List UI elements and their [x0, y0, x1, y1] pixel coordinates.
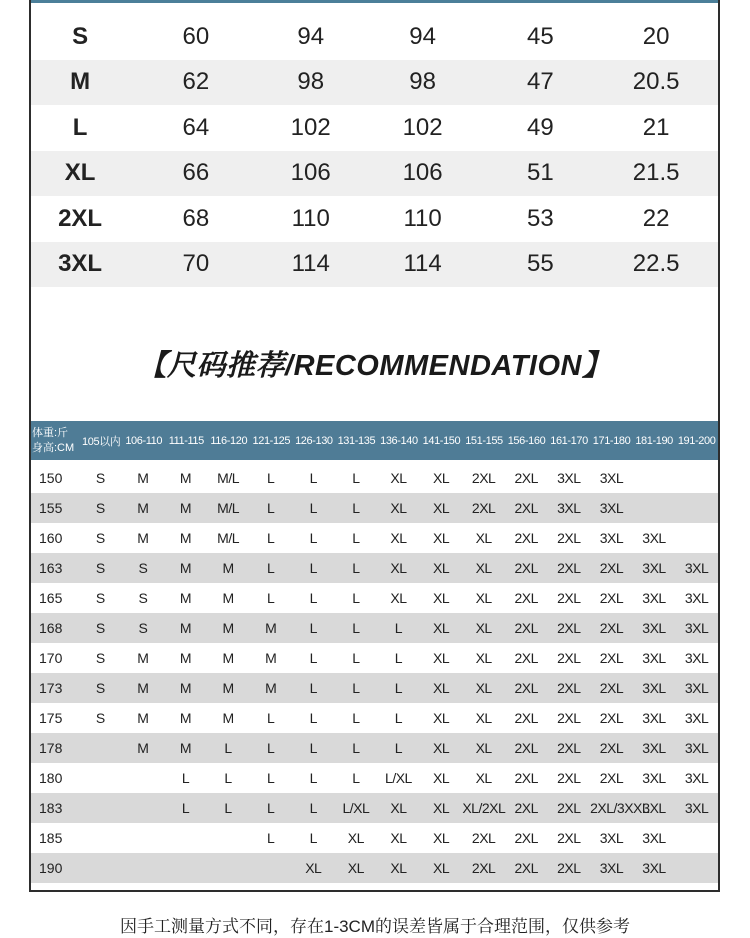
weight-range-header: 126-130 [295, 434, 333, 447]
size-recommendation-cell: M [179, 740, 192, 756]
size-recommendation-cell: XL [432, 590, 450, 606]
size-recommendation-cell: L [352, 530, 360, 546]
size-value: 102 [290, 113, 331, 141]
size-recommendation-cell: XL [475, 710, 492, 726]
size-recommendation-cell: XL [432, 710, 450, 726]
size-recommendation-cell: XL [475, 650, 492, 666]
size-recommendation-cell: 2XL [514, 530, 538, 546]
size-recommendation-cell: 2XL [514, 740, 538, 756]
size-recommendation-cell: 2XL [514, 500, 538, 516]
size-recommendation-cell: M [265, 620, 277, 636]
height-cell: 175 [39, 710, 63, 726]
size-recommendation-cell: M [179, 590, 192, 606]
size-recommendation-cell: L [352, 770, 360, 786]
size-recommendation-cell: M [222, 710, 234, 726]
size-recommendation-cell: 3XL [684, 770, 709, 786]
size-recommendation-cell: XL [432, 650, 450, 666]
size-recommendation-cell: XL/2XL [462, 800, 506, 816]
size-recommendation-cell: L/XL [385, 770, 412, 786]
size-row [31, 151, 718, 197]
recommendation-row [31, 763, 718, 793]
weight-range-header: 131-135 [337, 434, 376, 447]
size-recommendation-cell: XL [432, 470, 450, 486]
size-recommendation-cell: L [267, 470, 275, 486]
size-recommendation-cell: L [267, 800, 275, 816]
size-recommendation-cell: L [394, 710, 403, 726]
size-recommendation-cell: 2XL [557, 860, 581, 876]
height-cell: 150 [39, 470, 63, 486]
size-recommendation-cell: 2XL [514, 770, 538, 786]
size-recommendation-cell: 2XL [557, 800, 581, 816]
size-recommendation-cell: L [352, 560, 360, 576]
size-value: 51 [527, 159, 554, 187]
size-recommendation-cell: M [137, 500, 149, 516]
size-recommendation-cell: 2XL [557, 620, 581, 636]
size-recommendation-cell: 2XL [471, 830, 496, 846]
size-recommendation-cell: L [309, 650, 317, 666]
size-label: S [72, 22, 89, 50]
size-recommendation-cell: M [137, 740, 149, 756]
size-recommendation-cell: L [309, 680, 317, 696]
size-recommendation-cell: XL [432, 560, 450, 576]
size-recommendation-cell: XL [432, 620, 450, 636]
size-recommendation-cell: 3XL [642, 650, 666, 666]
size-label: L [72, 113, 88, 141]
size-recommendation-cell: L [181, 770, 190, 786]
height-cell: 170 [39, 650, 63, 666]
size-value: 66 [182, 159, 210, 187]
size-recommendation-cell: M [179, 710, 192, 726]
size-recommendation-cell: 2XL [557, 740, 581, 756]
size-recommendation-cell: L [309, 830, 317, 846]
size-recommendation-cell: L [309, 500, 317, 516]
size-recommendation-cell: 2XL [514, 470, 538, 486]
size-recommendation-cell: M [137, 680, 149, 696]
size-recommendation-cell: S [95, 620, 105, 636]
size-value: 68 [182, 204, 210, 232]
size-value: 20 [642, 22, 670, 50]
size-recommendation-cell: XL [390, 560, 407, 576]
size-recommendation-cell: 3XL [684, 650, 709, 666]
size-recommendation-cell: 2XL/3XXL [590, 800, 650, 816]
weight-range-header: 171-180 [592, 434, 631, 447]
size-recommendation-cell: XL [390, 830, 407, 846]
size-recommendation-cell: M/L [217, 470, 239, 486]
size-recommendation-cell: M [222, 650, 234, 666]
size-value: 21.5 [632, 159, 680, 187]
weight-range-header: 121-125 [252, 434, 291, 447]
size-recommendation-cell: M [137, 650, 149, 666]
size-recommendation-cell: M [265, 650, 277, 666]
size-recommendation-cell: S [138, 560, 148, 576]
size-recommendation-cell: 3XL [642, 770, 666, 786]
size-recommendation-cell: 3XL [684, 800, 709, 816]
size-recommendation-cell: L [309, 710, 317, 726]
weight-range-header: 161-170 [550, 434, 588, 447]
size-recommendation-cell: 3XL [642, 680, 666, 696]
size-value: 70 [182, 250, 210, 278]
size-recommendation-cell: 3XL [684, 560, 709, 576]
weight-range-header: 105以内 [82, 435, 121, 448]
size-label: 2XL [58, 204, 103, 232]
height-cell: 168 [39, 620, 63, 636]
size-recommendation-cell: 3XL [684, 710, 709, 726]
size-value: 114 [403, 250, 442, 278]
size-recommendation-cell: 2XL [557, 680, 581, 696]
size-table [31, 14, 718, 287]
size-recommendation-cell: M [222, 590, 234, 606]
size-recommendation-cell: 2XL [471, 500, 496, 516]
size-recommendation-cell: L [394, 740, 403, 756]
size-recommendation-cell: 2XL [514, 620, 538, 636]
size-recommendation-cell: M [137, 530, 149, 546]
size-recommendation-cell: L [394, 650, 403, 666]
size-recommendation-cell: M [137, 710, 149, 726]
header-height-label: 身高:CM [32, 441, 75, 454]
recommendation-header [31, 421, 718, 460]
size-value: 114 [291, 250, 330, 278]
size-recommendation-cell: 3XL [642, 530, 666, 546]
size-value: 94 [297, 22, 325, 50]
size-recommendation-cell: XL [390, 800, 407, 816]
recommendation-row [31, 733, 718, 763]
size-recommendation-cell: M [222, 620, 234, 636]
size-recommendation-cell: 2XL [557, 770, 581, 786]
size-recommendation-cell: L [394, 680, 403, 696]
size-recommendation-cell: M/L [217, 530, 239, 546]
size-recommendation-cell: XL [432, 740, 450, 756]
size-recommendation-cell: L [309, 530, 317, 546]
height-cell: 165 [39, 590, 63, 606]
size-value: 49 [527, 113, 554, 141]
size-recommendation-cell: XL [390, 470, 407, 486]
size-recommendation-cell: L [352, 470, 360, 486]
size-recommendation-cell: L [309, 560, 317, 576]
size-recommendation-cell: XL [475, 590, 492, 606]
size-recommendation-cell: L [267, 710, 275, 726]
size-label: M [70, 68, 91, 96]
size-recommendation-cell: M [179, 500, 192, 516]
weight-range-header: 106-110 [125, 434, 163, 447]
size-recommendation-cell: L [224, 770, 232, 786]
size-value: 110 [291, 204, 330, 232]
size-recommendation-cell: 3XL [642, 560, 666, 576]
size-recommendation-cell: L [309, 740, 317, 756]
size-value: 106 [290, 159, 331, 187]
size-value: 55 [527, 250, 554, 278]
size-value: 22 [642, 204, 670, 232]
size-recommendation-cell: 3XL [599, 830, 624, 846]
size-recommendation-cell: M [137, 470, 149, 486]
recommendation-title: 【尺码推荐/RECOMMENDATION】 [137, 350, 612, 382]
size-recommendation-cell: XL [475, 530, 492, 546]
height-cell: 180 [39, 770, 63, 786]
size-value: 21 [642, 113, 670, 141]
size-recommendation-cell: M [179, 560, 192, 576]
size-recommendation-cell: M [179, 470, 192, 486]
size-recommendation-cell: XL [347, 830, 364, 846]
size-recommendation-cell: L [352, 620, 360, 636]
size-value: 102 [402, 113, 443, 141]
size-value: 106 [402, 159, 443, 187]
size-recommendation-cell: XL [432, 770, 450, 786]
recommendation-row [31, 823, 718, 853]
size-recommendation-cell: L [352, 710, 360, 726]
size-recommendation-cell: XL [305, 860, 322, 876]
size-label: XL [64, 159, 96, 187]
size-recommendation-cell: 2XL [599, 680, 624, 696]
size-recommendation-cell: L [181, 800, 190, 816]
height-cell: 178 [39, 740, 63, 756]
size-recommendation-cell: XL [347, 860, 364, 876]
size-recommendation-cell: XL [432, 830, 450, 846]
size-value: 98 [409, 68, 436, 96]
weight-range-header: 116-120 [210, 434, 248, 447]
size-recommendation-cell: L [309, 800, 317, 816]
size-row [31, 196, 718, 242]
size-value: 20.5 [632, 68, 680, 96]
size-recommendation-cell: L [267, 590, 275, 606]
size-recommendation-cell: 3XL [642, 740, 666, 756]
size-recommendation-cell: S [95, 590, 105, 606]
size-recommendation-cell: 3XL [599, 860, 624, 876]
size-recommendation-cell: L [267, 830, 275, 846]
size-recommendation-cell: L [394, 620, 403, 636]
size-row [31, 105, 718, 151]
size-recommendation-cell: S [95, 470, 105, 486]
size-value: 45 [527, 22, 554, 50]
size-recommendation-cell: XL [475, 770, 492, 786]
size-recommendation-cell: 3XL [599, 500, 624, 516]
size-recommendation-cell: 2XL [557, 830, 581, 846]
recommendation-row [31, 523, 718, 553]
size-value: 94 [409, 22, 436, 50]
size-recommendation-cell: L [267, 770, 275, 786]
height-cell: 183 [39, 800, 63, 816]
size-recommendation-cell: M [222, 560, 234, 576]
size-recommendation-cell: S [95, 530, 105, 546]
size-recommendation-cell: S [95, 500, 105, 516]
size-recommendation-cell: 2XL [557, 530, 581, 546]
size-value: 47 [527, 68, 554, 96]
size-recommendation-cell: M [179, 530, 192, 546]
size-recommendation-cell: S [95, 680, 105, 696]
size-recommendation-cell: 2XL [514, 560, 538, 576]
size-recommendation-cell: 2XL [514, 800, 538, 816]
size-recommendation-cell: 2XL [557, 650, 581, 666]
size-value: 98 [297, 68, 325, 96]
height-cell: 163 [39, 560, 63, 576]
size-recommendation-cell: 2XL [599, 770, 624, 786]
size-recommendation-cell: M/L [217, 500, 239, 516]
header-corner [31, 426, 80, 456]
size-recommendation-cell: XL [432, 680, 450, 696]
size-recommendation-cell: 3XL [642, 800, 666, 816]
size-recommendation-cell: L [267, 530, 275, 546]
size-recommendation-cell: L [267, 500, 275, 516]
size-recommendation-cell: 2XL [599, 650, 624, 666]
weight-range-header: 151-155 [465, 434, 503, 447]
size-recommendation-cell: L [352, 590, 360, 606]
size-row [31, 242, 718, 288]
height-cell: 173 [39, 680, 63, 696]
size-recommendation-cell: 3XL [684, 740, 709, 756]
size-recommendation-cell: 3XL [642, 590, 666, 606]
size-recommendation-cell: S [95, 560, 105, 576]
height-cell: 155 [39, 500, 63, 516]
size-recommendation-cell: 2XL [599, 620, 624, 636]
weight-range-header: 141-150 [422, 434, 461, 447]
size-recommendation-cell: XL [432, 800, 450, 816]
size-recommendation-cell: L [352, 650, 360, 666]
size-recommendation-cell: S [138, 620, 148, 636]
size-recommendation-cell: L [352, 740, 360, 756]
size-recommendation-cell: L [309, 590, 317, 606]
size-recommendation-cell: L [309, 470, 317, 486]
size-recommendation-cell: 2XL [599, 710, 624, 726]
size-recommendation-cell: 3XL [684, 590, 709, 606]
size-recommendation-cell: XL [432, 530, 450, 546]
size-recommendation-cell: 2XL [557, 710, 581, 726]
size-recommendation-cell: XL [390, 860, 407, 876]
size-recommendation-cell: L [224, 800, 232, 816]
size-recommendation-cell: L [309, 620, 317, 636]
weight-range-header: 111-115 [168, 434, 204, 447]
size-value: 22.5 [632, 250, 680, 278]
size-label: 3XL [58, 250, 103, 278]
size-recommendation-cell: XL [390, 500, 407, 516]
weight-range-header: 181-190 [635, 434, 673, 447]
size-recommendation-cell: S [95, 650, 105, 666]
size-recommendation-cell: 2XL [514, 860, 538, 876]
size-recommendation-cell: L [267, 740, 275, 756]
size-recommendation-cell: 2XL [514, 710, 538, 726]
size-recommendation-cell: M [179, 650, 192, 666]
size-recommendation-cell: M [179, 680, 192, 696]
header-weight-label: 体重:斤 [32, 426, 69, 439]
size-recommendation-cell: 3XL [557, 500, 581, 516]
size-recommendation-cell: 2XL [514, 590, 538, 606]
size-recommendation-cell: 2XL [514, 830, 538, 846]
size-value: 110 [403, 204, 442, 232]
height-cell: 185 [39, 830, 63, 846]
size-recommendation-cell: 3XL [642, 710, 666, 726]
size-row [31, 60, 718, 106]
size-recommendation-cell: 3XL [642, 620, 666, 636]
size-value: 64 [182, 113, 210, 141]
size-recommendation-cell: 3XL [557, 470, 581, 486]
recommendation-row [31, 613, 718, 643]
size-recommendation-cell: L [309, 770, 317, 786]
size-recommendation-cell: XL [432, 860, 450, 876]
weight-range-header: 156-160 [507, 434, 546, 447]
size-recommendation-cell: L [224, 740, 232, 756]
weight-range-header: 136-140 [380, 434, 418, 447]
height-cell: 190 [39, 860, 63, 876]
size-value: 62 [182, 68, 210, 96]
size-recommendation-cell: 3XL [642, 860, 666, 876]
size-recommendation-cell: XL [390, 590, 407, 606]
size-recommendation-cell: XL [475, 560, 492, 576]
size-recommendation-cell: 2XL [557, 560, 581, 576]
size-recommendation-cell: 2XL [514, 650, 538, 666]
size-recommendation-cell: XL [475, 740, 492, 756]
size-recommendation-cell: XL [475, 680, 492, 696]
size-recommendation-cell: XL [390, 530, 407, 546]
size-value: 53 [527, 204, 554, 232]
weight-range-header: 191-200 [677, 434, 716, 447]
height-cell: 160 [39, 530, 63, 546]
size-recommendation-cell: XL [432, 500, 450, 516]
recommendation-row [31, 703, 718, 733]
size-recommendation-cell: 3XL [642, 830, 666, 846]
recommendation-row [31, 793, 718, 823]
size-recommendation-cell: L [352, 500, 360, 516]
recommendation-row [31, 553, 718, 583]
size-recommendation-cell: M [179, 620, 192, 636]
size-recommendation-cell: 2XL [599, 560, 624, 576]
size-recommendation-cell: 2XL [599, 740, 624, 756]
recommendation-row [31, 583, 718, 613]
size-recommendation-cell: 3XL [684, 680, 709, 696]
recommendation-table-body [31, 463, 718, 883]
recommendation-row [31, 493, 718, 523]
measurement-footnote: 因手工测量方式不同，存在1-3CM的误差皆属于合理范围，仅供参考 [119, 917, 630, 936]
size-recommendation-cell: M [222, 680, 234, 696]
recommendation-row [31, 463, 718, 493]
size-recommendation-cell: S [95, 710, 105, 726]
size-value: 60 [182, 22, 210, 50]
size-recommendation-cell: 2XL [514, 680, 538, 696]
size-recommendation-cell: 2XL [471, 860, 496, 876]
size-recommendation-cell: L/XL [342, 800, 370, 816]
size-recommendation-cell: 2XL [471, 470, 496, 486]
recommendation-row [31, 673, 718, 703]
recommendation-row [31, 853, 718, 883]
size-recommendation-cell: L [267, 560, 275, 576]
size-recommendation-cell: XL [475, 620, 492, 636]
size-recommendation-cell: L [352, 680, 360, 696]
size-recommendation-cell: 3XL [599, 470, 624, 486]
size-recommendation-cell: M [265, 680, 277, 696]
size-recommendation-cell: 2XL [557, 590, 581, 606]
size-recommendation-cell: S [138, 590, 148, 606]
size-recommendation-cell: 3XL [599, 530, 624, 546]
recommendation-row [31, 643, 718, 673]
size-recommendation-cell: 3XL [684, 620, 709, 636]
size-row [31, 14, 718, 60]
size-recommendation-cell: 2XL [599, 590, 624, 606]
